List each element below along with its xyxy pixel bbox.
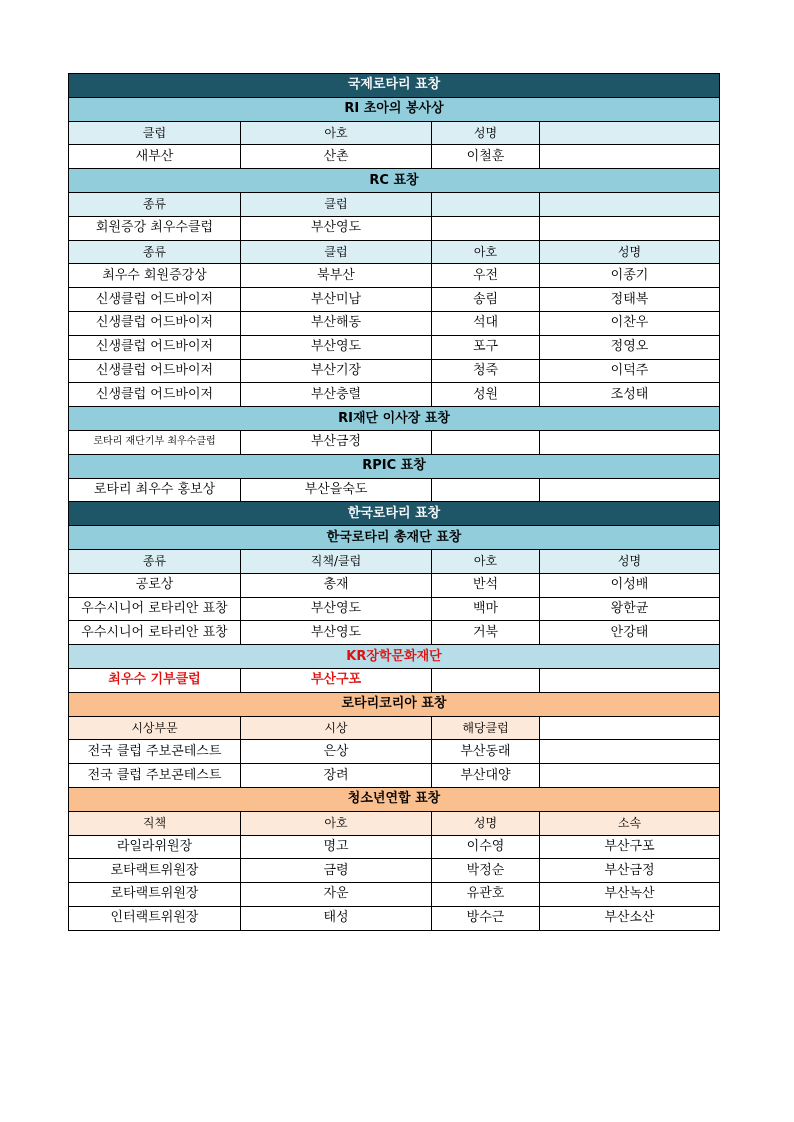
table-cell: 정태복 bbox=[540, 288, 720, 312]
column-header: 직책 bbox=[69, 811, 241, 835]
column-header: 클럽 bbox=[241, 240, 432, 264]
table-cell: 신생클럽 어드바이저 bbox=[69, 335, 241, 359]
table-cell-empty bbox=[540, 216, 720, 240]
table-cell: 신생클럽 어드바이저 bbox=[69, 383, 241, 407]
award-title: 한국로타리 총재단 표창 bbox=[69, 526, 720, 550]
table-cell: 부산영도 bbox=[241, 335, 432, 359]
table-cell: 부산충렬 bbox=[241, 383, 432, 407]
table-cell: 부산금정 bbox=[540, 859, 720, 883]
table-cell: 로타랙트위원장 bbox=[69, 859, 241, 883]
column-header: 종류 bbox=[69, 192, 241, 216]
award-title: RI재단 이사장 표창 bbox=[69, 407, 720, 431]
award-header-joa bbox=[69, 97, 720, 121]
column-header: 성명 bbox=[540, 549, 720, 573]
table-cell: 부산영도 bbox=[241, 621, 432, 645]
table-cell: 정영오 bbox=[540, 335, 720, 359]
table-cell: 인터랙트위원장 bbox=[69, 906, 241, 930]
table-cell: 방수근 bbox=[432, 906, 540, 930]
table-row bbox=[69, 430, 720, 454]
table-cell: 부산구포 bbox=[241, 668, 432, 692]
table-row bbox=[69, 383, 720, 407]
table-cell: 부산미남 bbox=[241, 288, 432, 312]
table-cell: 부산구포 bbox=[540, 835, 720, 859]
column-header-row bbox=[69, 549, 720, 573]
table-row bbox=[69, 145, 720, 169]
column-header: 아호 bbox=[432, 240, 540, 264]
column-header: 성명 bbox=[432, 811, 540, 835]
table-cell: 안강태 bbox=[540, 621, 720, 645]
table-cell-empty bbox=[540, 145, 720, 169]
table-cell: 우수시니어 로타리안 표창 bbox=[69, 621, 241, 645]
column-header: 시상부문 bbox=[69, 716, 241, 740]
award-title: KR장학문화재단 bbox=[69, 645, 720, 669]
table-cell: 자운 bbox=[241, 883, 432, 907]
table-cell: 청죽 bbox=[432, 359, 540, 383]
column-header: 해당클럽 bbox=[432, 716, 540, 740]
column-header: 소속 bbox=[540, 811, 720, 835]
table-cell-empty bbox=[540, 740, 720, 764]
table-cell: 신생클럽 어드바이저 bbox=[69, 311, 241, 335]
table-cell: 부산금정 bbox=[241, 430, 432, 454]
table-cell-empty bbox=[432, 478, 540, 502]
table-row bbox=[69, 264, 720, 288]
table-cell: 부산동래 bbox=[432, 740, 540, 764]
table-row bbox=[69, 335, 720, 359]
table-cell: 태성 bbox=[241, 906, 432, 930]
table-cell: 회원증강 최우수클럽 bbox=[69, 216, 241, 240]
table-cell: 백마 bbox=[432, 597, 540, 621]
award-title: 청소년연합 표창 bbox=[69, 787, 720, 811]
table-row bbox=[69, 216, 720, 240]
table-cell: 전국 클럽 주보콘테스트 bbox=[69, 740, 241, 764]
table-cell: 포구 bbox=[432, 335, 540, 359]
table-cell-empty bbox=[540, 764, 720, 788]
table-cell: 부산해동 bbox=[241, 311, 432, 335]
column-header-row bbox=[69, 192, 720, 216]
table-row bbox=[69, 883, 720, 907]
award-title: 로타리코리아 표창 bbox=[69, 692, 720, 716]
table-cell: 유관호 bbox=[432, 883, 540, 907]
table-cell: 부산을숙도 bbox=[241, 478, 432, 502]
column-header: 종류 bbox=[69, 549, 241, 573]
award-header-youth bbox=[69, 787, 720, 811]
table-row bbox=[69, 288, 720, 312]
table-row bbox=[69, 668, 720, 692]
table-row bbox=[69, 573, 720, 597]
table-row bbox=[69, 311, 720, 335]
table-cell: 산촌 bbox=[241, 145, 432, 169]
table-cell: 우수시니어 로타리안 표창 bbox=[69, 597, 241, 621]
table-cell: 이찬우 bbox=[540, 311, 720, 335]
award-title: RC 표창 bbox=[69, 169, 720, 193]
column-header-row bbox=[69, 121, 720, 145]
section-title: 국제로타리 표창 bbox=[69, 74, 720, 98]
table-cell: 이철훈 bbox=[432, 145, 540, 169]
table-row bbox=[69, 597, 720, 621]
table-cell: 왕한균 bbox=[540, 597, 720, 621]
column-header: 직책/클럽 bbox=[241, 549, 432, 573]
award-header-rpic bbox=[69, 454, 720, 478]
table-row bbox=[69, 835, 720, 859]
table-cell: 석대 bbox=[432, 311, 540, 335]
table-cell: 송림 bbox=[432, 288, 540, 312]
column-header-empty bbox=[540, 121, 720, 145]
table-cell: 금령 bbox=[241, 859, 432, 883]
award-header-general bbox=[69, 526, 720, 550]
table-cell: 신생클럽 어드바이저 bbox=[69, 288, 241, 312]
table-cell-empty bbox=[540, 478, 720, 502]
award-header-rc bbox=[69, 169, 720, 193]
table-cell: 로타랙트위원장 bbox=[69, 883, 241, 907]
column-header-empty bbox=[432, 192, 540, 216]
table-cell: 성원 bbox=[432, 383, 540, 407]
table-cell: 총재 bbox=[241, 573, 432, 597]
table-cell: 거북 bbox=[432, 621, 540, 645]
column-header: 성명 bbox=[432, 121, 540, 145]
table-cell: 북부산 bbox=[241, 264, 432, 288]
table-cell-empty bbox=[432, 668, 540, 692]
table-cell: 부산대양 bbox=[432, 764, 540, 788]
column-header: 클럽 bbox=[69, 121, 241, 145]
table-row bbox=[69, 740, 720, 764]
table-cell: 로타리 재단기부 최우수클럽 bbox=[69, 430, 241, 454]
table-cell: 장려 bbox=[241, 764, 432, 788]
table-cell-empty bbox=[540, 430, 720, 454]
column-header: 종류 bbox=[69, 240, 241, 264]
table-cell: 이종기 bbox=[540, 264, 720, 288]
table-cell: 최우수 회원증강상 bbox=[69, 264, 241, 288]
column-header: 클럽 bbox=[241, 192, 432, 216]
award-header-kr bbox=[69, 645, 720, 669]
column-header: 아호 bbox=[241, 121, 432, 145]
table-cell: 부산녹산 bbox=[540, 883, 720, 907]
column-header-row bbox=[69, 811, 720, 835]
award-title: RI 초아의 봉사상 bbox=[69, 97, 720, 121]
section-international-rotary bbox=[69, 74, 720, 98]
table-cell: 조성태 bbox=[540, 383, 720, 407]
table-cell: 이수영 bbox=[432, 835, 540, 859]
table-row bbox=[69, 621, 720, 645]
table-cell: 새부산 bbox=[69, 145, 241, 169]
table-cell: 부산소산 bbox=[540, 906, 720, 930]
table-cell: 부산영도 bbox=[241, 216, 432, 240]
column-header-row bbox=[69, 716, 720, 740]
award-title: RPIC 표창 bbox=[69, 454, 720, 478]
column-header: 아호 bbox=[432, 549, 540, 573]
award-header-rotary-korea bbox=[69, 692, 720, 716]
award-header-foundation bbox=[69, 407, 720, 431]
table-row bbox=[69, 764, 720, 788]
table-cell: 부산영도 bbox=[241, 597, 432, 621]
column-header-empty bbox=[540, 716, 720, 740]
table-cell: 우전 bbox=[432, 264, 540, 288]
table-cell: 이덕주 bbox=[540, 359, 720, 383]
awards-table bbox=[68, 73, 720, 931]
table-row bbox=[69, 359, 720, 383]
table-cell: 공로상 bbox=[69, 573, 241, 597]
column-header: 시상 bbox=[241, 716, 432, 740]
table-cell-empty bbox=[432, 216, 540, 240]
table-cell: 최우수 기부클럽 bbox=[69, 668, 241, 692]
table-cell: 로타리 최우수 홍보상 bbox=[69, 478, 241, 502]
table-cell: 신생클럽 어드바이저 bbox=[69, 359, 241, 383]
table-row bbox=[69, 859, 720, 883]
table-row bbox=[69, 478, 720, 502]
table-cell: 반석 bbox=[432, 573, 540, 597]
column-header-empty bbox=[540, 192, 720, 216]
section-korea-rotary bbox=[69, 502, 720, 526]
table-cell: 부산기장 bbox=[241, 359, 432, 383]
column-header: 성명 bbox=[540, 240, 720, 264]
table-cell: 은상 bbox=[241, 740, 432, 764]
column-header: 아호 bbox=[241, 811, 432, 835]
table-cell: 박정순 bbox=[432, 859, 540, 883]
table-cell: 명고 bbox=[241, 835, 432, 859]
table-cell-empty bbox=[540, 668, 720, 692]
table-cell: 이성배 bbox=[540, 573, 720, 597]
section-title: 한국로타리 표창 bbox=[69, 502, 720, 526]
table-cell: 라일라위원장 bbox=[69, 835, 241, 859]
column-header-row bbox=[69, 240, 720, 264]
table-cell-empty bbox=[432, 430, 540, 454]
table-cell: 전국 클럽 주보콘테스트 bbox=[69, 764, 241, 788]
table-row bbox=[69, 906, 720, 930]
